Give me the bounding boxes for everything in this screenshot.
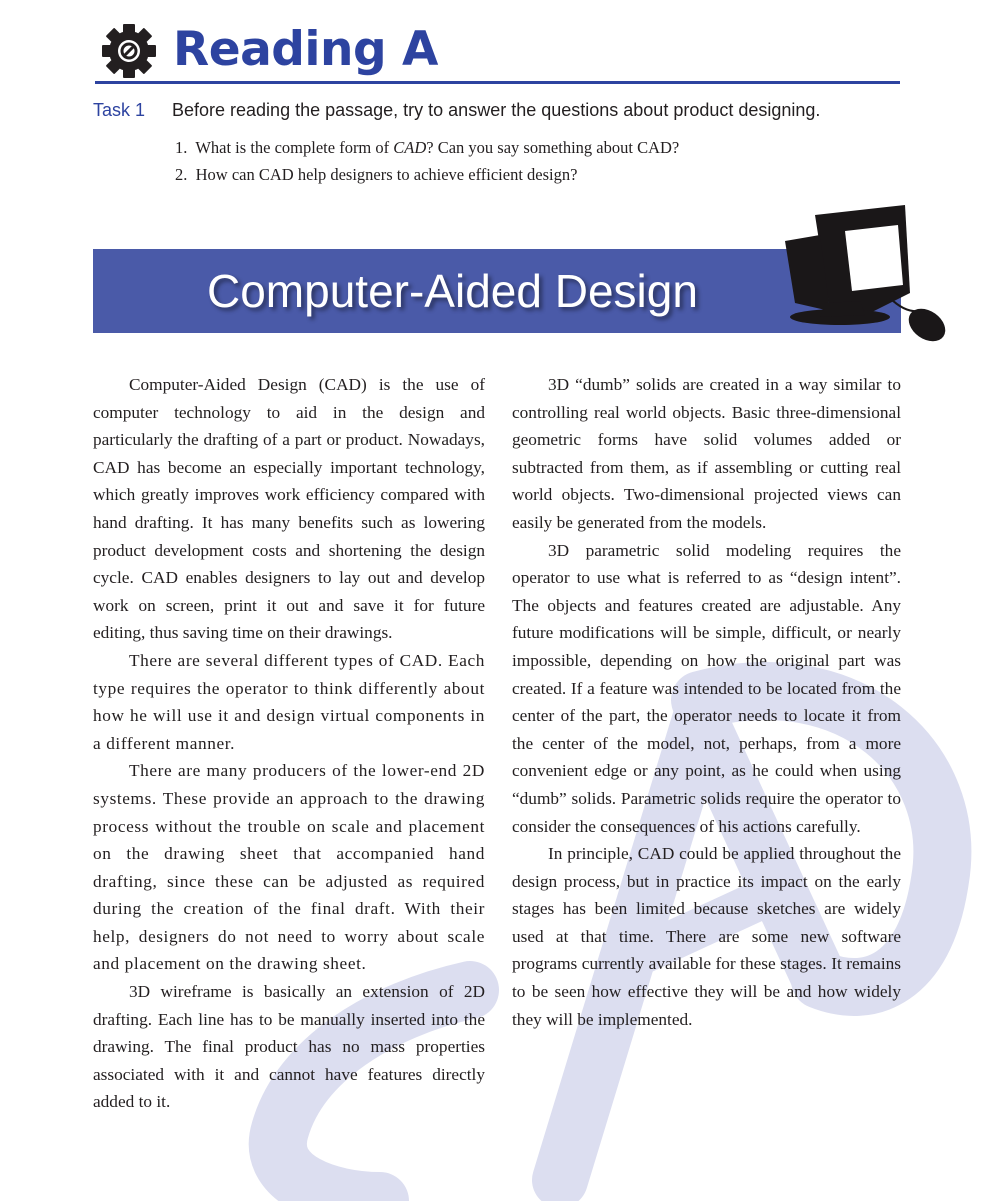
header-divider	[95, 81, 900, 84]
task-instruction	[93, 98, 908, 122]
computer-monitor-icon	[770, 203, 950, 353]
gear-icon	[101, 23, 157, 79]
question-item: 2. How can CAD help designers to achieve efficient design?	[175, 165, 578, 184]
article-column-right	[512, 371, 901, 1033]
paragraph: 3D parametric solid modeling requires the operator to use what is referred to as “design intent”. The objects and features created are adjustable. Any future modifications will be simple, difficult, or nearly impossible, depending on how the original part was created. If a feature was intended to be located from the center of the part, the operator needs to locate it from the center of the model, not, perhaps, from a more convenient edge or any point, as he could when using “dumb” solids. Parametric solids require the operator to consider the consequences of his actions carefully.	[512, 540, 901, 836]
paragraph: There are several different types of CAD. Each type requires the operator to think differently about how he will use it and design virtual components in a different manner.	[93, 650, 485, 753]
paragraph: There are many producers of the lower-end 2D systems. These provide an approach to the drawing process without the trouble on scale and placement on the drawing sheet that accompanied hand drafting, since these can be adjusted as required during the creation of the final draft. With their help, designers do not need to worry about scale and placement on the drawing sheet.	[93, 761, 485, 974]
page-title: Reading A	[173, 22, 438, 77]
question-item: 1. What is the complete form of CAD? Can you say something about CAD?	[175, 138, 680, 157]
article-column-left	[93, 371, 485, 1116]
paragraph: Computer-Aided Design (CAD) is the use of computer technology to aid in the design and particularly the drafting of a part or product. Nowadays, CAD has become an especially important technology, which greatly improves work efficiency compared with hand drafting. It has many benefits such as lowering product development costs and shortening the design cycle. CAD enables designers to lay out and develop work on screen, print it out and save it for future editing, thus saving time on their drawings.	[93, 375, 485, 643]
task-text: Before reading the passage, try to answer the questions about product designing.	[172, 100, 821, 120]
paragraph: 3D “dumb” solids are created in a way similar to controlling real world objects. Basic three-dimensional geometric forms have solid volumes added or subtracted from them, as if assembling or cutting real world objects. Two-dimensional projected views can easily be generated from the models.	[512, 375, 901, 532]
paragraph: In principle, CAD could be applied throughout the design process, but in practice its impact on the early stages has been limited because sketches are widely used at that time. There are some new software programs currently available for these stages. It remains to be seen how effective they will be and how widely they will be implemented.	[512, 844, 901, 1029]
reading-header	[95, 18, 900, 84]
paragraph: 3D wireframe is basically an extension of 2D drafting. Each line has to be manually inserted into the drawing. The final product has no mass properties associated with it and cannot have features directly added to it.	[93, 982, 485, 1112]
article-title: Computer-Aided Design	[207, 265, 698, 317]
task-label: Task 1	[93, 100, 146, 120]
question-list	[175, 134, 679, 188]
